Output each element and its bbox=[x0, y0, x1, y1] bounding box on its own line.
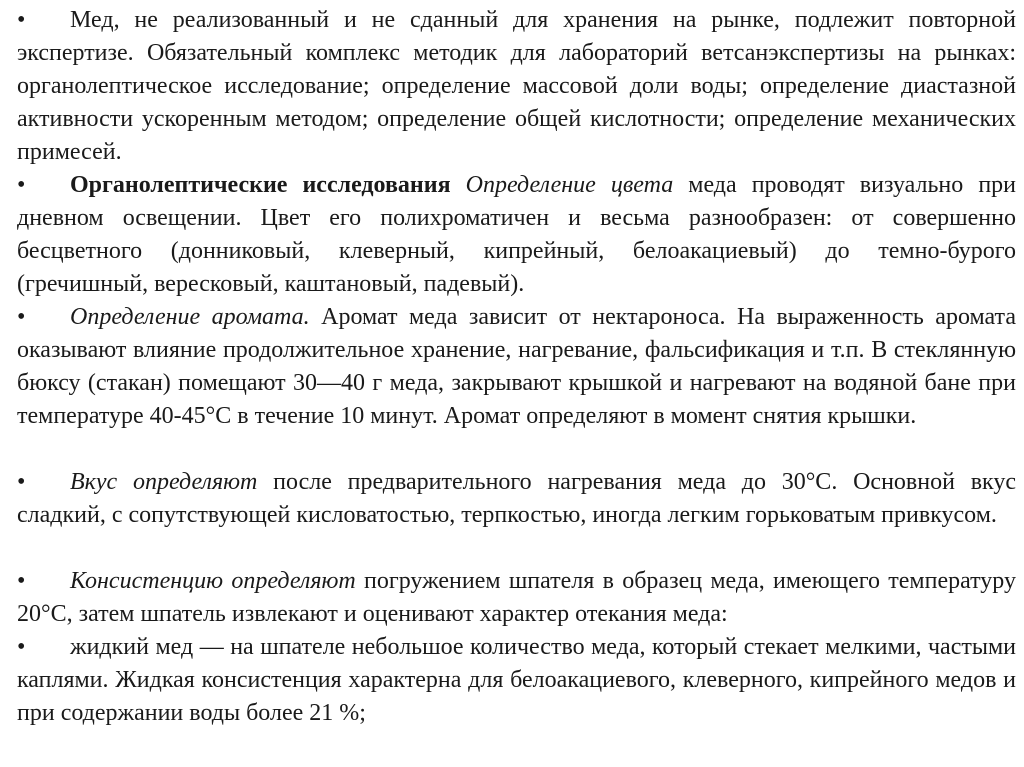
italic-lead: Консистенцию определяют bbox=[70, 568, 356, 594]
paragraph-consistency bbox=[17, 565, 1016, 631]
paragraph-text: Аромат меда зависит от нектароноса. На выраженность аромата оказывают влияние продолжительное хранение, нагревание, фальсификация и т.п. В стеклянную бюксу (стакан) помещают 30—40 г меда, закрывают крышкой и нагревают на водяной бане при температуре 40-45°С в течение 10 минут. Аромат определяют в момент снятия крышки. bbox=[17, 304, 1016, 429]
italic-lead: Определение цвета bbox=[465, 172, 674, 198]
paragraph-color bbox=[17, 169, 1016, 301]
paragraph-text: жидкий мед — на шпателе небольшое количество меда, который стекает мелкими, частыми каплями. Жидкая консистенция характерна для белоакациевого, клеверного, кипрейного медов и при содержании воды более 21 %; bbox=[17, 634, 1016, 726]
bullet: • bbox=[17, 304, 26, 330]
bullet: • bbox=[17, 469, 26, 495]
italic-lead: Определение аромата. bbox=[70, 304, 310, 330]
bullet: • bbox=[17, 568, 26, 594]
paragraph-text: меда проводят визуально при дневном освещении. Цвет его полихроматичен и весьма разнообразен: от совершенно бесцветного (донниковый, клеверный, кипрейный, белоакациевый) до темно-бурого (гречишный, вересковый, каштановый, падевый). bbox=[17, 172, 1017, 297]
paragraph-reexamination bbox=[17, 4, 1016, 169]
bold-heading: Органолептические исследования bbox=[70, 172, 451, 198]
paragraph-text: после предварительного нагревания меда до 30°С. Основной вкус сладкий, с сопутствующей кисловатостью, терпкостью, иногда легким горьковатым привкусом. bbox=[17, 469, 1016, 528]
bullet: • bbox=[17, 172, 26, 198]
paragraph-liquid-honey bbox=[17, 631, 1016, 730]
paragraph-text: Мед, не реализованный и не сданный для хранения на рынке, подлежит повторной экспертизе. Обязательный комплекс методик для лабораторий ветсанэкспертизы на рынках: органолептическое исследование; определение массовой доли воды; определение диастазной активности ускоренным методом; определение общей кислотности; определение механических примесей. bbox=[17, 7, 1016, 165]
paragraph-text: погружением шпателя в образец меда, имеющего температуру 20°С, затем шпатель извлекают и оценивают характер отекания меда: bbox=[17, 568, 1016, 627]
paragraph-aroma bbox=[17, 301, 1016, 433]
bullet: • bbox=[17, 634, 26, 660]
paragraph-taste bbox=[17, 466, 1016, 532]
italic-lead: Вкус определяют bbox=[70, 469, 258, 495]
bullet: • bbox=[17, 7, 26, 33]
